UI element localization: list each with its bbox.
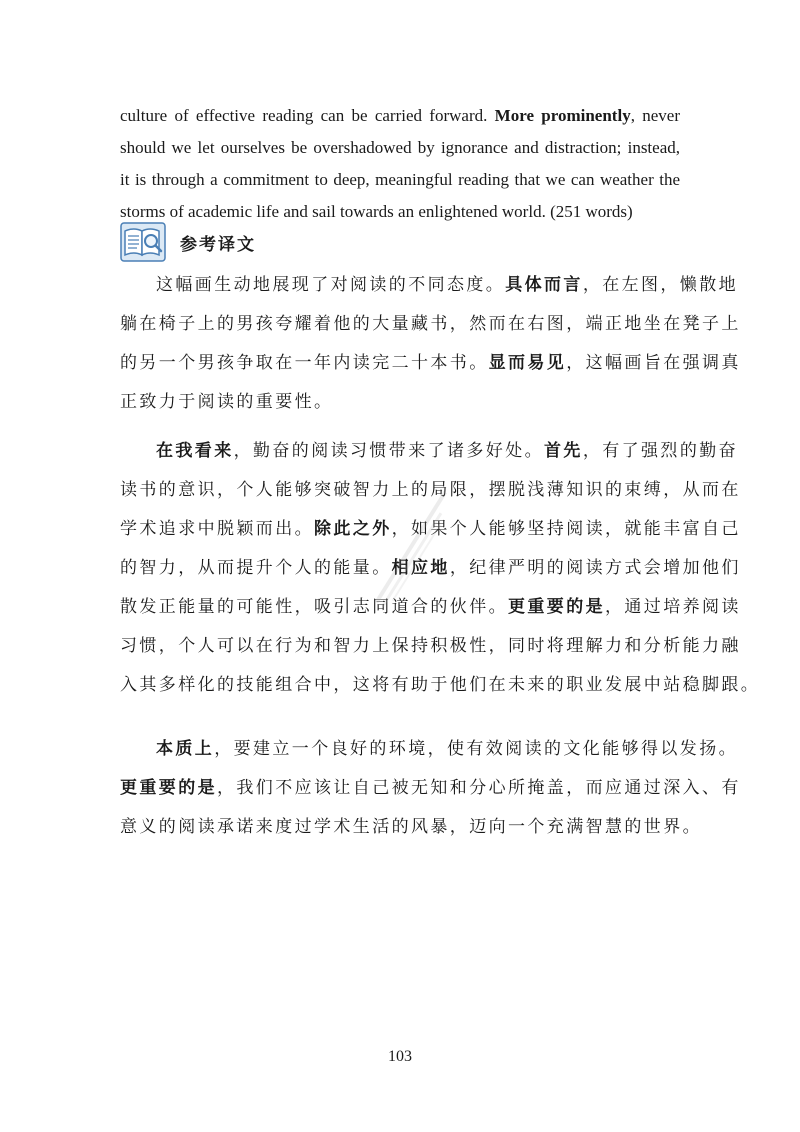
paragraph-text: 学术追求中脱颖而出。 — [120, 519, 314, 539]
english-paragraph — [120, 100, 680, 228]
paragraph-text: ，我们不应该让自己被无知和分心所掩盖，而应通过深入、有 — [217, 778, 741, 798]
english-bold-phrase: More prominently — [494, 106, 631, 125]
english-line-3: it is through a commitment to deep, meaningful reading that we can weather the — [120, 170, 680, 189]
paragraph-line — [120, 266, 739, 305]
section-title: 参考译文 — [180, 234, 256, 255]
bold-phrase: 首先 — [544, 441, 583, 461]
paragraph-line: 正致力于阅读的重要性。 — [120, 392, 334, 412]
bold-phrase: 具体而言 — [505, 275, 583, 295]
paragraph-text: ，在左图，懒散地 — [582, 275, 739, 295]
english-text: culture of effective reading can be carried forward. — [120, 106, 495, 125]
english-line-2: should we let ourselves be overshadowed by ignorance and distraction; instead, — [120, 138, 680, 157]
paragraph-line — [120, 769, 741, 808]
paragraph-text: ，这幅画旨在强调真 — [566, 353, 741, 373]
paragraph-text: ，纪律严明的阅读方式会增加他们 — [449, 558, 741, 578]
section-heading — [120, 222, 256, 262]
paragraph-line — [120, 344, 741, 383]
paragraph-text: ，有了强烈的勤奋 — [582, 441, 739, 461]
watermark-stamp — [330, 475, 500, 625]
page-number: 103 — [388, 1048, 412, 1065]
paragraph-text: ，要建立一个良好的环境，使有效阅读的文化能够得以发扬。 — [214, 739, 739, 759]
english-text: , never — [630, 106, 680, 125]
translation-paragraph-1 — [120, 266, 741, 422]
paragraph-text: ，如果个人能够坚持阅读，就能丰富自己 — [391, 519, 741, 539]
paragraph-text: ，勤奋的阅读习惯带来了诸多好处。 — [233, 441, 545, 461]
bold-phrase: 在我看来 — [156, 441, 234, 461]
paragraph-line: 躺在椅子上的男孩夸耀着他的大量藏书，然而在右图，端正地坐在凳子上 — [120, 314, 741, 334]
paragraph-text: 这幅画生动地展现了对阅读的不同态度。 — [156, 275, 506, 295]
paragraph-line: 入其多样化的技能组合中，这将有助于他们在未来的职业发展中站稳脚跟。 — [120, 675, 761, 695]
bold-phrase: 更重要的是 — [508, 597, 605, 617]
paragraph-line: 意义的阅读承诺来度过学术生活的风暴，迈向一个充满智慧的世界。 — [120, 817, 702, 837]
bold-phrase: 本质上 — [156, 739, 215, 759]
paragraph-text: 的智力，从而提升个人的能量。 — [120, 558, 392, 578]
paragraph-line: 习惯，个人可以在行为和智力上保持积极性，同时将理解力和分析能力融 — [120, 636, 741, 656]
bold-phrase: 更重要的是 — [120, 778, 217, 798]
english-line-4: storms of academic life and sail towards an enlightened world. (251 words) — [120, 202, 633, 221]
book-magnifier-icon — [120, 222, 166, 262]
paragraph-text: ，通过培养阅读 — [605, 597, 741, 617]
paragraph-line — [120, 730, 739, 769]
bold-phrase: 除此之外 — [314, 519, 392, 539]
translation-paragraph-3 — [120, 730, 741, 847]
paragraph-text: 散发正能量的可能性，吸引志同道合的伙伴。 — [120, 597, 508, 617]
paragraph-text: 的另一个男孩争取在一年内读完二十本书。 — [120, 353, 489, 373]
paragraph-line: 读书的意识，个人能够突破智力上的局限，摆脱浅薄知识的束缚，从而在 — [120, 480, 741, 500]
bold-phrase: 相应地 — [391, 558, 450, 578]
bold-phrase: 显而易见 — [488, 353, 567, 373]
paragraph-line — [120, 432, 739, 471]
english-line-1 — [120, 100, 680, 132]
